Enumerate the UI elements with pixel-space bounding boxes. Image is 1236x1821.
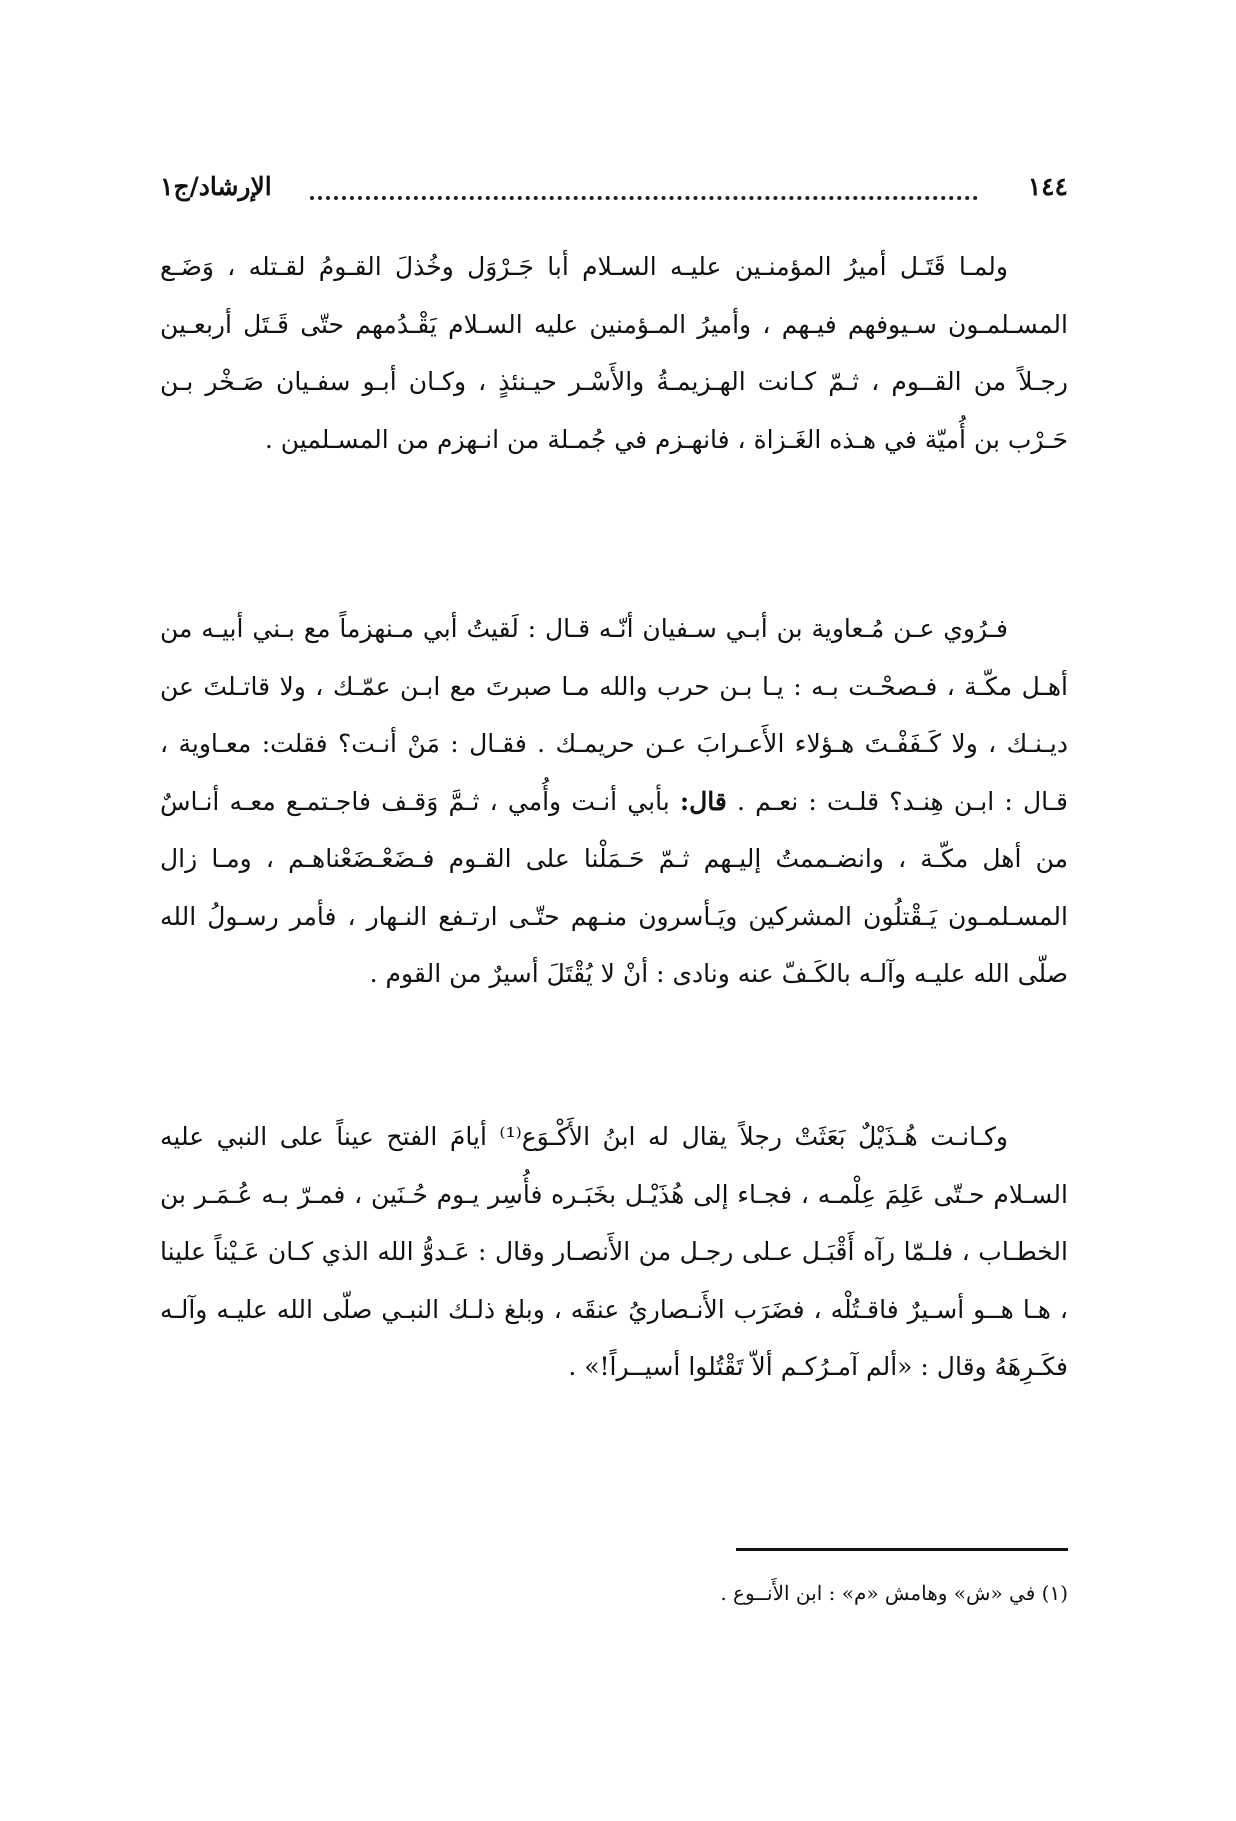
paragraph-text-part-2: بأبي أنـت وأُمي ، ثـمَّ وَقـف فاجـتمـع معـه أنـاسٌ من أهل مكّـة ، وانضـممتُ إليـهم ثـمّ حَـمَلْنا على القـوم فـضَعْـضَعْناهـم ، ومـا زال المسـلمـون يَـقْتلُون المشركين ويَـأسرون منـهم حتّـى ارتـفع النـهار ، فأمر رسـولُ الله صلّى الله عليـه وآلـه بالكَـفّ عنه ونادى : أنْ لا يُقْتَلَ أسيرٌ من القوم . bbox=[160, 786, 1068, 988]
page-number: ١٤٤ bbox=[1027, 172, 1068, 201]
book-title: الإرشاد/ج١ bbox=[160, 172, 272, 201]
paragraph-1 bbox=[160, 238, 1068, 468]
paragraph-3 bbox=[160, 1108, 1068, 1396]
paragraph-text-part-1: فـرُوي عـن مُـعاوية بن أبـي سـفيان أنّـه قـال : لَقيتُ أبي مـنهزماً مع بـني أبيـه من أهـل مكّـة ، فـصحْـت بـه : يـا بـن حرب والله مـا صبرتَ مع ابـن عمّـك ، ولا قاتـلتَ عن ديـنـك ، ولا كَـفَفْـتَ هـؤلاء الأَعـرابَ عـن حريمـك . فقـال : مَنْ أنـت؟ فقلت: معـاوية ، قـال : ابـن هِنـد؟ قلـت : نعـم . bbox=[160, 614, 1069, 816]
dotted-leader bbox=[310, 196, 978, 200]
speech-marker: قال: bbox=[679, 786, 727, 816]
paragraph-text: وكـانـت هُـذَيْلٌ بَعَثَتْ رجلاً يقال له ابنُ الأَكْـوَع⁽¹⁾ أيامَ الفتح عيناً على النبي عليه السـلام حـتّى عَلِمَ عِلْمـه ، فجـاء إلى هُذَيْـل بخَبَـره فأُسِر يـوم حُـنَين ، فمـرّ بـه عُـمَـر بن الخطـاب ، فلـمّا رآه أَقْبَـل عـلى رجـل من الأَنصـار وقال : عَـدوُّ الله الذي كـان عَـيْناً علينا ، هـا هــو أسـيرٌ فاقـتُلْه ، فضَرَب الأَنـصاريُ عنقَه ، وبلغ ذلـك النبـي صلّى الله عليـه وآلـه فكَـرِهَهُ وقال : «ألم آمـرُكـم ألاّ تَقْتُلوا أسيــراً!» . bbox=[160, 1122, 1068, 1381]
paragraph-text bbox=[160, 600, 1068, 1003]
paragraph-2 bbox=[160, 600, 1068, 1003]
running-header bbox=[160, 172, 1068, 216]
footnote-1: (١) في «ش» وهامش «م» : ابن الأَنــوع . bbox=[720, 1581, 1068, 1605]
paragraph-text: ولمـا قَتَـل أميرُ المؤمنـين عليـه السـلام أبا جَـرْوَل وخُذلَ القـومُ لقـتله ، وَضَـع المسـلمـون سـيوفهم فيـهم ، وأميرُ المـؤمنين عليه السـلام يَقْـدُمهم حتّى قَـتَل أربعـين رجـلاً من القــوم ، ثـمّ كـانت الهـزيمـةُ والأَسْـر حيـنئذٍ ، وكـان أبـو سفـيان صَـخْر بـن حَـرْب بن أُميّة في هـذه الغَـزاة ، فانهـزم في جُمـلة من انـهزم من المسـلمين . bbox=[160, 252, 1068, 454]
footnote-separator bbox=[736, 1548, 1068, 1551]
